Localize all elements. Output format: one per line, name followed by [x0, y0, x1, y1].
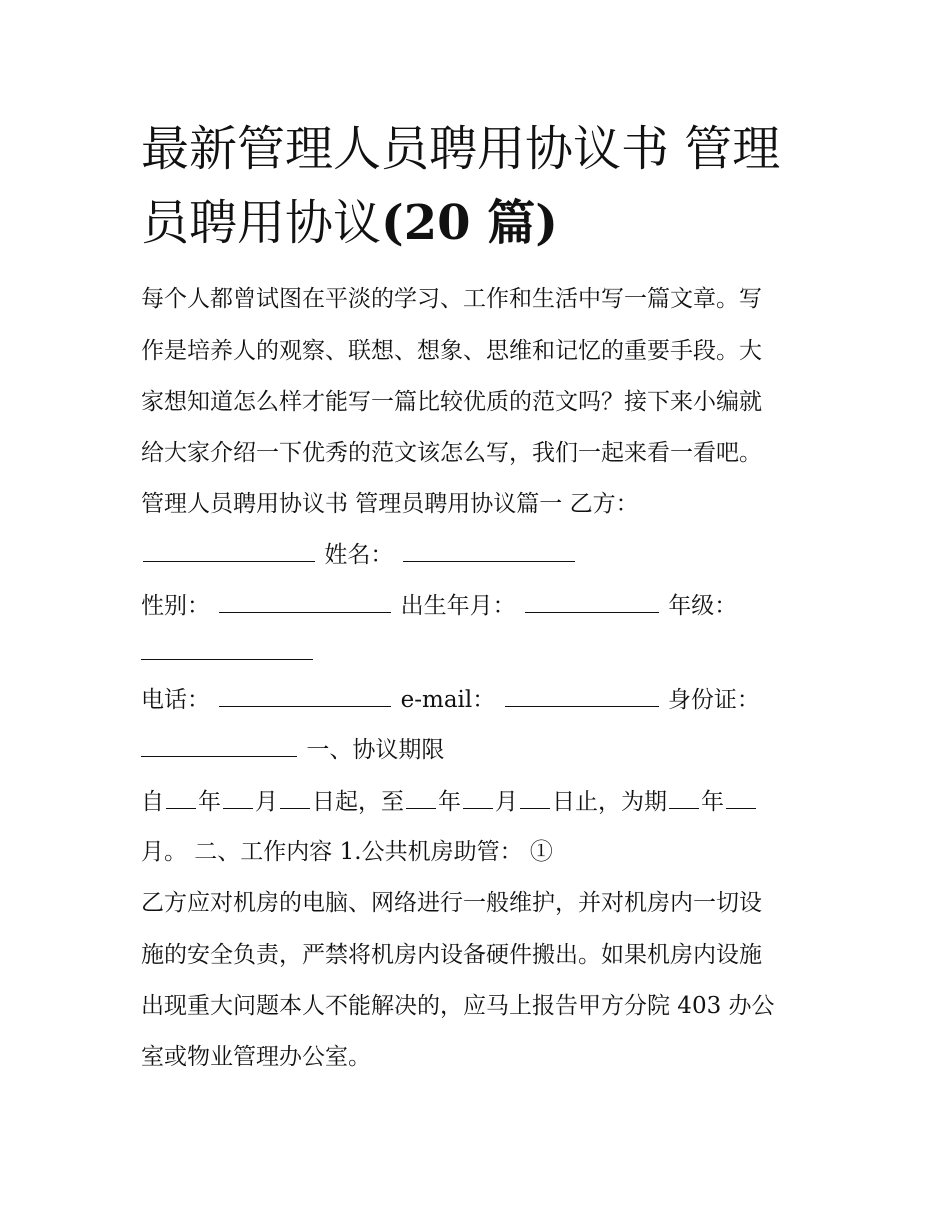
term-year-3: 年 [701, 789, 724, 815]
phone-label: 电话： [141, 687, 210, 713]
intro-line-3: 家想知道怎么样才能写一篇比较优质的范文吗？接下来小编就 [141, 389, 762, 415]
id-label: 身份证： [667, 687, 760, 713]
duties-line-1: 乙方应对机房的电脑、网络进行一般维护，并对机房内一切设 [141, 890, 762, 916]
form-row-name [141, 539, 577, 570]
duties-line-2: 施的安全负责，严禁将机房内设备硬件搬出。如果机房内设施 [141, 942, 762, 968]
term-line-2: 月。 二、工作内容 1.公共机房助管： ① [141, 839, 553, 865]
duties-line-4: 室或物业管理办公室。 [141, 1044, 371, 1070]
term-year-1: 年 [198, 789, 221, 815]
form-row-gender [141, 590, 737, 621]
email-blank[interactable] [505, 684, 659, 707]
email-label: e-mail： [400, 687, 496, 713]
birth-blank[interactable] [525, 590, 659, 613]
form-row-id [141, 734, 444, 765]
intro-line-2: 作是培养人的观察、联想、想象、思维和记忆的重要手段。大 [141, 338, 762, 364]
duties-line-3: 出现重大问题本人不能解决的，应马上报告甲方分院 403 办公 [141, 993, 775, 1019]
term-year-2: 年 [438, 789, 461, 815]
section-heading: 管理人员聘用协议书 管理员聘用协议篇一 乙方： [141, 491, 639, 517]
term-line-1 [141, 786, 758, 817]
start-day-blank[interactable] [280, 786, 310, 809]
title-line-1: 最新管理人员聘用协议书 管理 [141, 121, 781, 177]
id-blank[interactable] [141, 734, 297, 757]
end-day-blank[interactable] [520, 786, 550, 809]
intro-line-1: 每个人都曾试图在平淡的学习、工作和生活中写一篇文章。写 [141, 286, 762, 312]
end-year-blank[interactable] [406, 786, 436, 809]
duration-year-blank[interactable] [669, 786, 699, 809]
start-month-blank[interactable] [223, 786, 253, 809]
phone-blank[interactable] [219, 684, 391, 707]
form-row-phone [141, 684, 760, 715]
term-from: 自 [141, 789, 164, 815]
term-duration: 日止，为期 [552, 789, 667, 815]
gender-blank[interactable] [219, 590, 391, 613]
term-to: 日起，至 [312, 789, 404, 815]
birth-label: 出生年月： [400, 593, 516, 619]
term-heading: 一、协议期限 [306, 737, 445, 763]
term-month-1: 月 [255, 789, 278, 815]
title-count: (20 篇) [381, 195, 558, 251]
start-year-blank[interactable] [166, 786, 196, 809]
intro-line-4: 给大家介绍一下优秀的范文该怎么写，我们一起来看一看吧。 [141, 440, 762, 466]
name-blank[interactable] [403, 539, 575, 562]
gender-label: 性别： [141, 593, 210, 619]
duration-month-blank[interactable] [726, 786, 756, 809]
title-line-2: 员聘用协议 [141, 195, 382, 251]
form-row-grade [141, 637, 315, 668]
term-month-2: 月 [495, 789, 518, 815]
document-title [141, 112, 821, 260]
party-b-blank[interactable] [143, 539, 315, 562]
grade-blank[interactable] [141, 637, 313, 660]
grade-label: 年级： [668, 593, 738, 619]
name-label: 姓名： [324, 542, 394, 568]
end-month-blank[interactable] [463, 786, 493, 809]
